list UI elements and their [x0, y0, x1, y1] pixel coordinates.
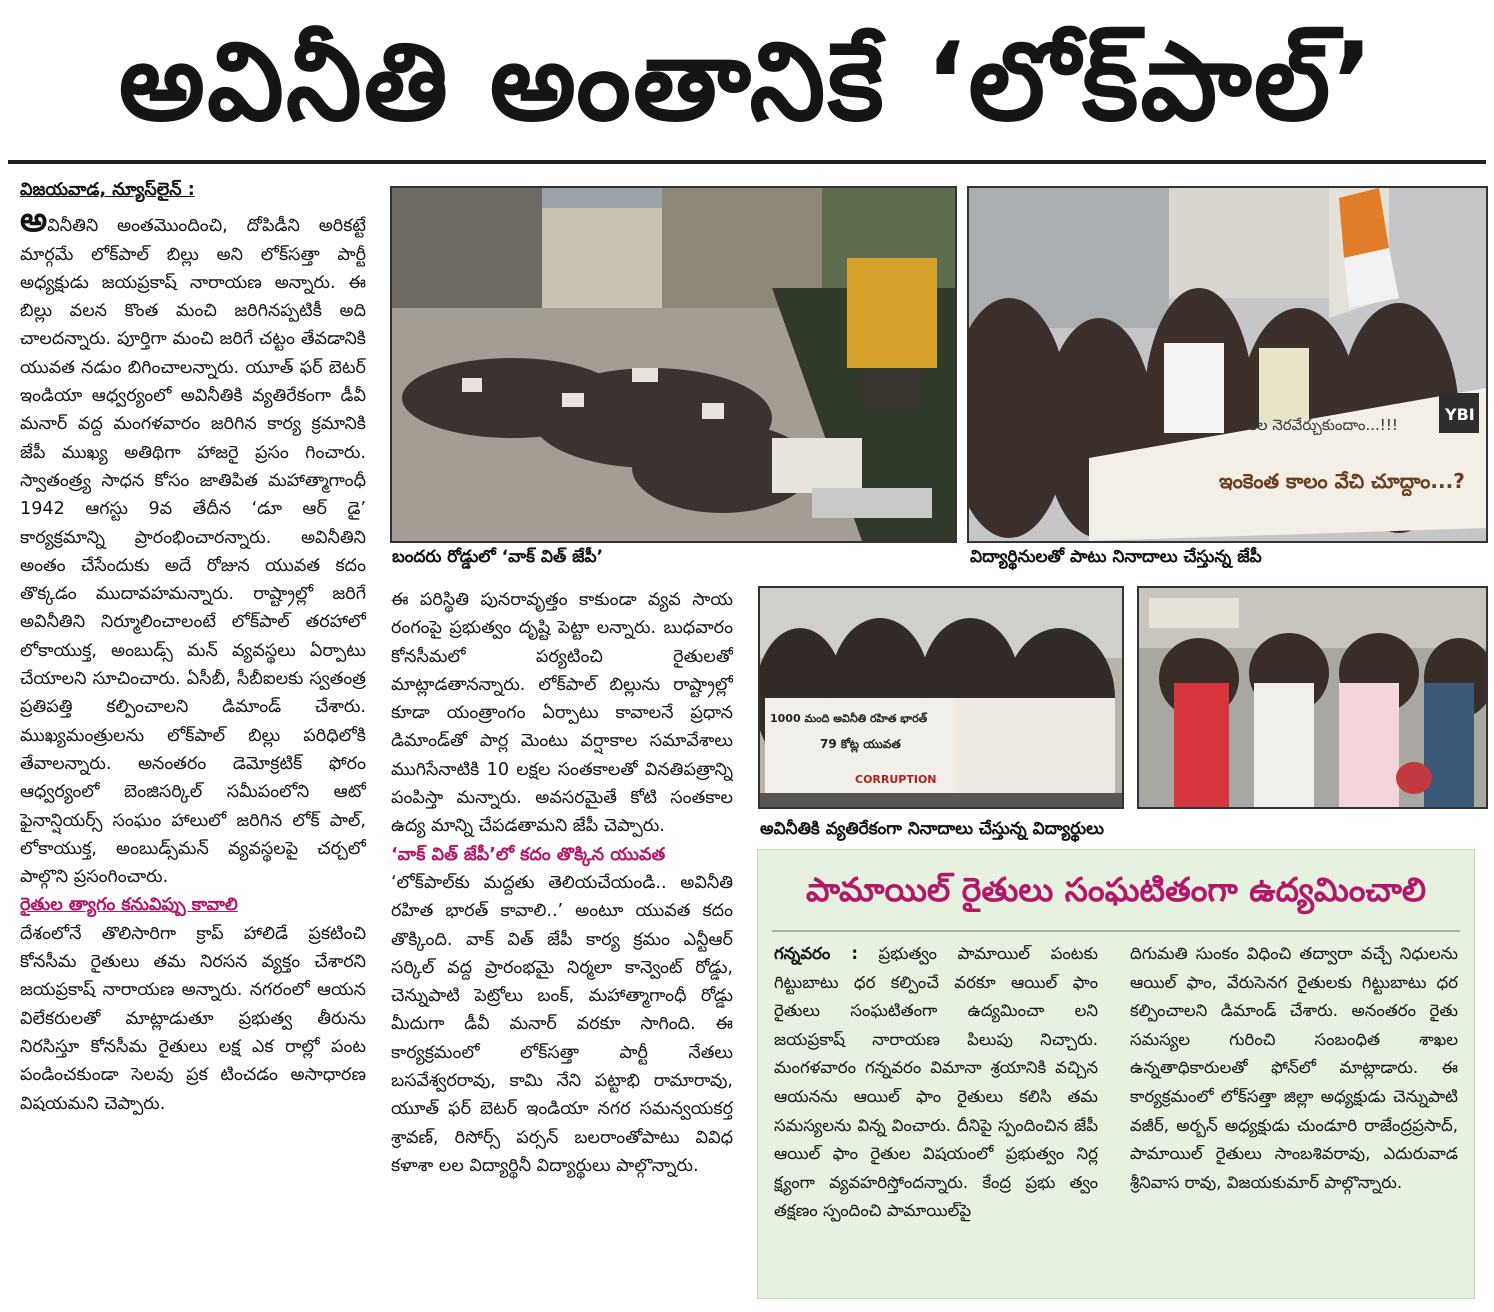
- photo-jp-students: [967, 186, 1488, 543]
- photo-female-students: [1137, 586, 1488, 809]
- caption-photo34: అవినీతికి వ్యతిరేకంగా నినాదాలు చేస్తున్న విద్యార్థులు: [760, 819, 1105, 839]
- drop-cap: అ: [20, 200, 48, 241]
- banner3-line3: CORRUPTION: [855, 773, 937, 786]
- female-students-image: [1139, 588, 1486, 807]
- box-column-1: [774, 940, 1098, 1290]
- headline: అవినీతి అంతానికే ‘లోక్‌పాల్’: [118, 20, 1376, 145]
- box-title-rule: [772, 930, 1460, 932]
- column1-para1: [20, 200, 366, 891]
- banner-line1: కల నెరవేర్చుకుందాం...!!!: [1249, 416, 1398, 434]
- jp-students-image: [969, 188, 1486, 541]
- box-col1-text: ప్రభుత్వం పామాయిల్ పంటకు గిట్టుబాటు ధర కల్పించే వరకూ ఆయిల్ ఫాం రైతులు సంఘటితంగా ఉద్యమించా లని జయప్రకాష్ నారాయణ పిలుపు నిచ్చారు. మంగళవారం గన్నవరం విమానా శ్రయానికి వచ్చిన ఆయనను ఆయిల్ ఫాం రైతులు కలిసి తమ సమస్యలను విన్న వించారు. దీనిపై స్పందించిన జేపీ ఆయిల్ ఫాం రైతుల విషయంలో ప్రభుత్వం నిర్ల క్ష్యంగా వ్యవహరిస్తోందన్నారు. కేంద్ర ప్రభు త్వం తక్షణం స్పందించి పామాయిల్‌పై: [774, 944, 1098, 1221]
- students-banner-image: [760, 588, 1122, 807]
- box-dateline: గన్నవరం :: [774, 944, 858, 963]
- banner-line2: ఇంకెంత కాలం వేచి చూద్దాం...?: [1219, 469, 1465, 493]
- column1-subhead: రైతుల త్యాగం కనువిప్పు కావాలి: [20, 895, 238, 916]
- column2-para2: ‘లోక్‌పాల్‌కు మద్దతు తెలియచేయండి.. అవినీతి రహిత భారత్ కావాలి..’ అంటూ యువత కదం తొక్కింది. వాక్ విత్ జేపీ కార్య క్రమం ఎన్టీఆర్ సర్కిల్ వద్ద ప్రారంభమై నిర్మలా కాన్వెంట్ రోడ్డు, చెన్నుపాటి పెట్రోలు బంక్, మహాత్మాగాంధీ రోడ్డు మీదుగా డీవీ మనార్ వరకూ సాగింది. ఈ కార్యక్రమంలో లోక్‌సత్తా పార్టీ నేతలు బసవేశ్వరరావు, కామి నేని పట్టాభి రామారావు, యూత్ ఫర్ బెటర్ ఇండియా నగర సమన్వయకర్త శ్రావణ్, రిసోర్స్ పర్సన్ బలరాంతోపాటు వివిధ కళాశా లల విద్యార్థినీ విద్యార్థులు పాల్గొన్నారు.: [391, 872, 733, 1176]
- column2-para1: ఈ పరిస్థితి పునరావృత్తం కాకుండా వ్యవ సాయ రంగంపై ప్రభుత్వం దృష్టి పెట్టా లన్నారు. బుధవారం కోనసీమలో పర్యటించి రైతులతో మాట్లాడతానన్నారు. లోక్‌పాల్ బిల్లును రాష్ట్రాల్లో కూడా యంత్రాంగం ఏర్పాటు కావాలనే ప్రధాన డిమాండ్‌తో పార్ల మెంటు వర్షాకాల సమావేశాలు ముగిసేనాటికి 10 లక్షల సంతకాలతో వినతిపత్రాన్ని పంపిస్తా మన్నారు. అవసరమైతే కోటి సంతకాల ఉద్య మాన్ని చేపడతామని జేపీ చెప్పారు.: [391, 590, 733, 837]
- palm-oil-article-box: [757, 849, 1475, 1299]
- column2-subhead: ‘వాక్ విత్ జేపీ’లో కదం తొక్కిన యువత: [391, 844, 666, 865]
- column-2: [391, 586, 733, 1298]
- column1-para2: దేశంలోనే తొలిసారిగా క్రాప్ హాలిడే ప్రకటించి కోనసీమ రైతులు తమ నిరసన వ్యక్తం చేశారని జయప్రకాష్ నారాయణ అన్నారు. నగరంలో ఆయన విలేకరులతో మాట్లాడుతూ ప్రభుత్వ తీరును నిరసిస్తూ కోనసీమ రైతులు లక్ష ఎక రాల్లో పంట పండించకుండా సెలవు ప్రక టించడం అసాధారణ విషయమని చెప్పారు.: [20, 923, 366, 1114]
- headline-rule: [8, 160, 1486, 164]
- banner3-line1: 1000 మంది అవినీతి రహిత భారత్: [770, 712, 928, 725]
- caption-photo1: బందరు రోడ్డులో ‘వాక్ విత్ జేపీ’: [392, 547, 604, 567]
- box-column-2: [1130, 940, 1458, 1290]
- photo-students-banner: [758, 586, 1124, 809]
- banner3-line2: 79 కోట్ల యువత: [820, 737, 901, 751]
- column1-para1-text: వినీతిని అంతమొందించి, దోపిడీని అరికట్టే మార్గమే లోక్‌పాల్ బిల్లు అని లోక్‌సత్తా పార్టీ అధ్యక్షుడు జయప్రకాష్ నారాయణ అన్నారు. ఈ బిల్లు వలన కొంత మంచి జరిగినప్పటికీ అది చాలదన్నారు. పూర్తిగా మంచి జరిగే చట్టం తేవడానికి యువత నడుం బిగించాలన్నారు. యూత్ ఫర్ బెటర్ ఇండియా ఆధ్వర్యంలో అవినీతికి వ్యతిరేకంగా డీవీ మనార్ వద్ద మంగళవారం జరిగిన కార్య క్రమానికి జేపీ ముఖ్య అతిథిగా హాజరై ప్రసం గించారు. స్వాతంత్ర్య సాధన కోసం జాతిపిత మహాత్మాగాంధీ 1942 ఆగస్టు 9వ తేదీన ‘డూ ఆర్ డై’ కార్యక్రమాన్ని ప్రారంభించారన్నారు. అవినీతిని అంతం చేసేందుకు అదే రోజున యువత కదం తొక్కడం ముదావహమన్నారు. రాష్ట్రాల్లో జరిగే అవినీతిని నిర్మూలించాలంటే లోక్‌పాల్ తరహాలో లోకాయుక్త, అంబుడ్స్ మన్ వ్యవస్థలు ఏర్పాటు చేయాలని సూచించారు. ఏసీబీ, సీబీఐలకు స్వతంత్ర ప్రతిపత్తి కల్పించాలని డిమాండ్ చేశారు. ముఖ్యమంత్రులను లోక్‌పాల్ బిల్లు పరిధిలోకి తేవాలన్నారు. అనంతరం డెమోక్రటిక్ ఫోరం ఆధ్వర్యంలో బెంజిసర్కిల్ సమీపంలోని ఆటో ఫైనాన్షియర్స్ సంఘం హాలులో జరిగిన లోక్ పాల్, లోకాయుక్త, అంబుడ్స్‌మన్ వ్యవస్థలపై చర్చలో పాల్గొని ప్రసంగించారు.: [20, 216, 366, 888]
- photo-rally-road: [390, 186, 957, 543]
- box-title: పామాయిల్ రైతులు సంఘటితంగా ఉద్యమించాలి: [805, 870, 1427, 909]
- banner-ybi-text: YBI: [1445, 405, 1475, 424]
- rally-road-image: [392, 188, 955, 541]
- dateline: విజయవాడ, న్యూస్‌లైన్ :: [20, 180, 195, 200]
- caption-photo2: విద్యార్థినులతో పాటు నినాదాలు చేస్తున్న జేపీ: [970, 547, 1262, 567]
- box-col2-text: దిగుమతి సుంకం విధించి తద్వారా వచ్చే నిధులను ఆయిల్ ఫాం, వేరుసెనగ రైతులకు గిట్టుబాటు ధర కల్పించాలని డిమాండ్ చేశారు. అనంతరం రైతు సమస్యల గురించి సంబంధిత శాఖల ఉన్నతాధికారులతో ఫోన్‌లో మాట్లాడారు. ఈ కార్యక్రమంలో లోక్‌సత్తా జిల్లా అధ్యక్షుడు చెన్నుపాటి వజీర్, అర్బన్ అధ్యక్షుడు చుండూరి రాజేంద్రప్రసాద్, పామాయిల్ రైతులు సాంబశివరావు, ఎదురువాడ శ్రీనివాస రావు, విజయకుమార్ పాల్గొన్నారు.: [1130, 944, 1458, 1192]
- column-1: [20, 176, 366, 1298]
